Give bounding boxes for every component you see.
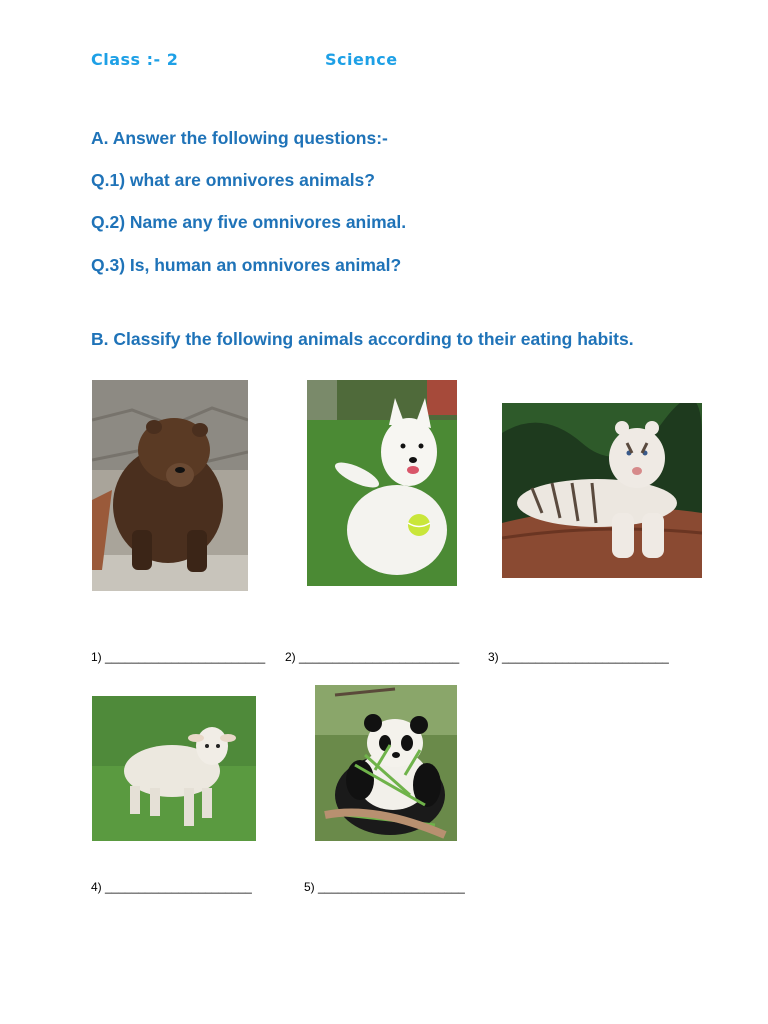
tiger-photo	[502, 403, 702, 578]
subject-label: Science	[325, 50, 398, 69]
question-3: Q.3) Is, human an omnivores animal?	[91, 255, 402, 275]
answer-blank-1[interactable]: 1) ________________________	[91, 650, 266, 664]
section-b-title: B. Classify the following animals according to their eating habits.	[91, 329, 634, 349]
answer-blank-5[interactable]: 5) ______________________	[304, 880, 465, 894]
sheep-photo	[92, 696, 256, 841]
answer-blank-3[interactable]: 3) _________________________	[488, 650, 669, 664]
answer-blank-4[interactable]: 4) ______________________	[91, 880, 252, 894]
panda-photo	[315, 685, 457, 841]
answer-blank-2[interactable]: 2) ________________________	[285, 650, 460, 664]
section-a-title: A. Answer the following questions:-	[91, 128, 388, 148]
question-2: Q.2) Name any five omnivores animal.	[91, 212, 407, 232]
bear-photo	[92, 380, 248, 591]
class-label: Class :- 2	[91, 50, 179, 69]
question-1: Q.1) what are omnivores animals?	[91, 170, 375, 190]
dog-photo	[307, 380, 457, 586]
